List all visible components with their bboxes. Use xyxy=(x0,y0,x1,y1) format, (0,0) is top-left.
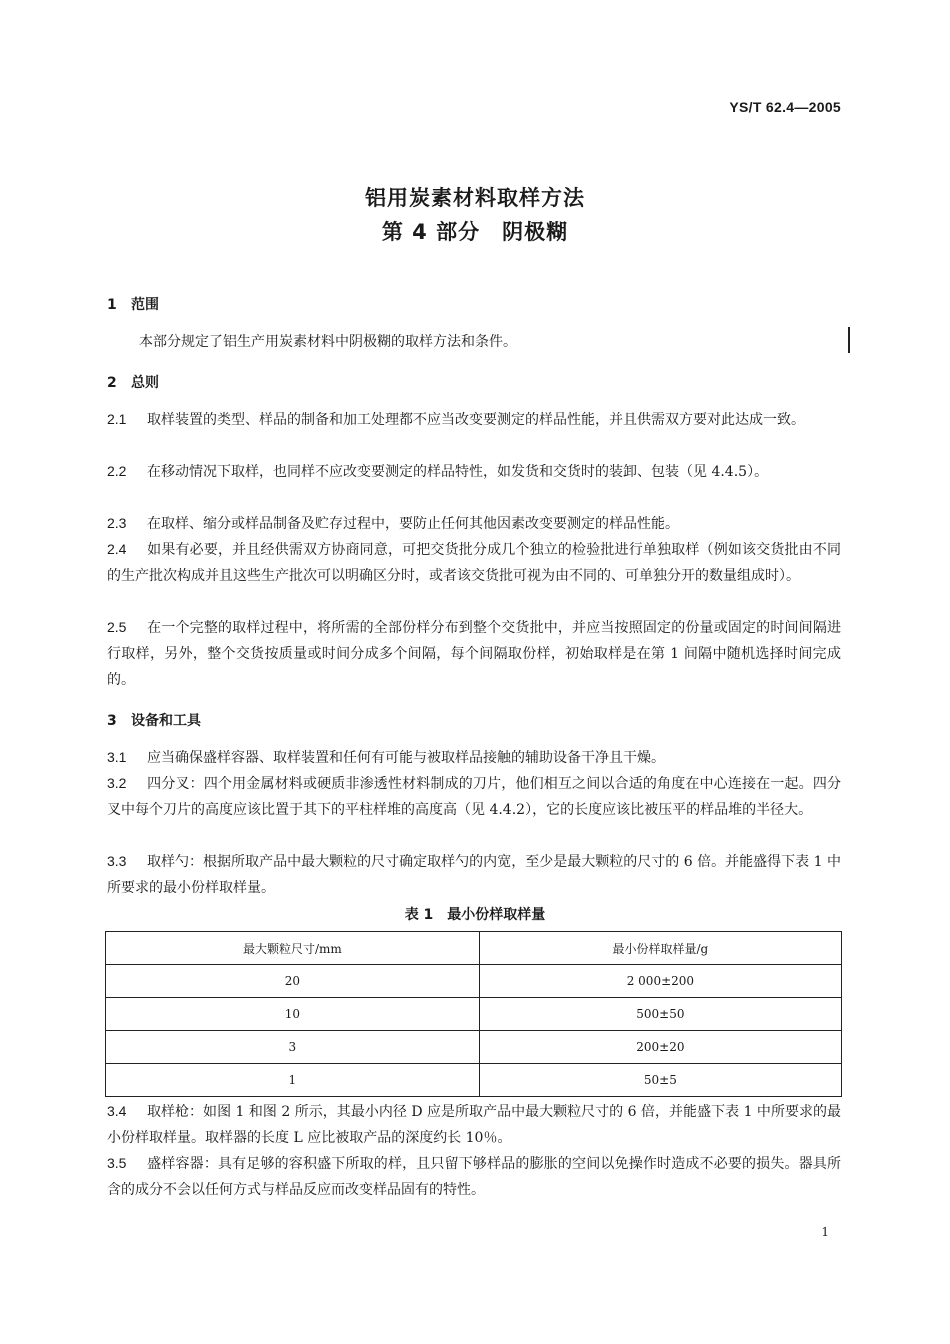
clause-number: 2.1 xyxy=(107,411,127,427)
clause-number: 3.1 xyxy=(107,749,127,765)
section-heading-equipment xyxy=(107,710,201,730)
document-title: 铝用炭素材料取样方法 xyxy=(365,186,585,210)
clause-text: 盛样容器：具有足够的容积盛下所取的样，且只留下够样品的膨胀的空间以免操作时造成不必要的损失。器具所含的成分不会以任何方式与样品反应而改变样品固有的特性。 xyxy=(107,1156,841,1198)
min-increment-table xyxy=(105,931,842,1097)
standard-code: YS/T 62.4—2005 xyxy=(729,99,841,115)
clause-2-4 xyxy=(107,536,841,589)
clause-text: 取样装置的类型、样品的制备和加工处理都不应当改变要测定的样品性能，并且供需双方要对此达成一致。 xyxy=(147,412,805,428)
table-cell: 50±5 xyxy=(479,1064,841,1097)
table-cell: 1 xyxy=(106,1064,480,1097)
section-title: 设备和工具 xyxy=(131,713,201,729)
table-cell: 10 xyxy=(106,998,480,1031)
clause-text: 取样枪：如图 1 和图 2 所示，其最小内径 D 应是所取产品中最大颗粒尺寸的 6 倍，并能盛下表 1 中所要求的最小份样取样量。取样器的长度 L 应比被取产品的深度约长 10％。 xyxy=(107,1104,841,1146)
section-title: 总则 xyxy=(131,375,159,391)
page-number: 1 xyxy=(821,1225,829,1239)
change-bar xyxy=(848,327,850,353)
table-row xyxy=(106,1031,842,1064)
clause-number: 2.5 xyxy=(107,619,127,635)
clause-3-5 xyxy=(107,1150,841,1203)
clause-text: 在移动情况下取样，也同样不应改变要测定的样品特性，如发货和交货时的装卸、包装（见 4.4.5）。 xyxy=(147,464,769,480)
scope-paragraph: 本部分规定了铝生产用炭素材料中阴极糊的取样方法和条件。 xyxy=(139,334,517,350)
table-row xyxy=(106,1064,842,1097)
clause-2-3 xyxy=(107,510,841,537)
clause-number: 3.2 xyxy=(107,775,127,791)
table-cell: 20 xyxy=(106,965,480,998)
table-row xyxy=(106,998,842,1031)
clause-text: 在取样、缩分或样品制备及贮存过程中，要防止任何其他因素改变要测定的样品性能。 xyxy=(147,516,679,532)
clause-number: 2.4 xyxy=(107,541,127,557)
clause-2-5 xyxy=(107,614,841,693)
table-header-row xyxy=(106,932,842,965)
table-row xyxy=(106,965,842,998)
clause-number: 2.3 xyxy=(107,515,127,531)
table-cell: 500±50 xyxy=(479,998,841,1031)
column-header: 最大颗粒尺寸/mm xyxy=(106,932,480,965)
table-cell: 2 000±200 xyxy=(479,965,841,998)
section-number: 3 xyxy=(107,713,117,729)
clause-number: 2.2 xyxy=(107,463,127,479)
clause-2-1 xyxy=(107,406,841,433)
clause-text: 取样勺：根据所取产品中最大颗粒的尺寸确定取样勺的内宽，至少是最大颗粒的尺寸的 6 倍。并能盛得下表 1 中所要求的最小份样取样量。 xyxy=(107,854,841,896)
section-title: 范围 xyxy=(131,297,159,313)
document-subtitle: 第 4 部分 阴极糊 xyxy=(381,220,569,244)
clause-text: 如果有必要，并且经供需双方协商同意，可把交货批分成几个独立的检验批进行单独取样（例如该交货批由不同的生产批次构成并且这些生产批次可以明确区分时，或者该交货批可视为由不同的、可单独分开的数量组成时）。 xyxy=(107,542,841,584)
clause-2-2 xyxy=(107,458,841,485)
table-cell: 200±20 xyxy=(479,1031,841,1064)
clause-number: 3.3 xyxy=(107,853,127,869)
table-cell: 3 xyxy=(106,1031,480,1064)
section-number: 1 xyxy=(107,297,117,313)
clause-text: 在一个完整的取样过程中，将所需的全部份样分布到整个交货批中，并应当按照固定的份量或固定的时间间隔进行取样，另外，整个交货按质量或时间分成多个间隔，每个间隔取份样，初始取样是在第 1 间隔中随机选择时间完成的。 xyxy=(107,620,841,688)
clause-text: 应当确保盛样容器、取样装置和任何有可能与被取样品接触的辅助设备干净且干燥。 xyxy=(147,750,665,766)
table-title: 表 1 最小份样取样量 xyxy=(404,907,546,923)
clause-3-4 xyxy=(107,1098,841,1151)
section-number: 2 xyxy=(107,375,117,391)
section-heading-scope xyxy=(107,294,159,314)
clause-3-2 xyxy=(107,770,841,823)
clause-3-1 xyxy=(107,744,841,771)
clause-3-3 xyxy=(107,848,841,901)
column-header: 最小份样取样量/g xyxy=(479,932,841,965)
section-heading-general xyxy=(107,372,159,392)
clause-number: 3.4 xyxy=(107,1103,127,1119)
clause-text: 四分叉：四个用金属材料或硬质非渗透性材料制成的刀片，他们相互之间以合适的角度在中心连接在一起。四分叉中每个刀片的高度应该比置于其下的平柱样堆的高度高（见 4.4.2），它的长度应该比被压平的样品堆的半径大。 xyxy=(107,776,841,818)
clause-number: 3.5 xyxy=(107,1155,127,1171)
